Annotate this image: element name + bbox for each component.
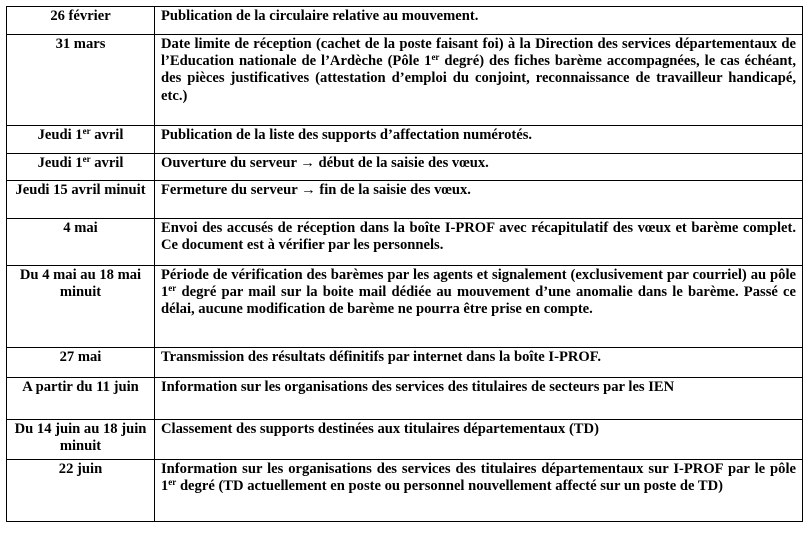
description-cell: Ouverture du serveur → début de la saisie des vœux. [155,154,803,181]
date-cell: Jeudi 1er avril [7,154,155,181]
description-cell: Date limite de réception (cachet de la poste faisant foi) à la Direction des services départementaux de l’Education nationale de l’Ardèche (Pôle 1er degré) des fiches barème accompagnées, le cas échéant, des pièces justificatives (attestation d’emploi du conjoint, reconnaissance de travailleur handicapé, etc.) [155,35,803,126]
table-row [7,378,803,420]
description-cell: Transmission des résultats définitifs par internet dans la boîte I-PROF. [155,348,803,378]
description-cell: Période de vérification des barèmes par les agents et signalement (exclusivement par courriel) au pôle 1er degré par mail sur la boite mail dédiée au mouvement d’une anomalie dans le barème. Passé ce délai, aucune modification de barème ne pourra être prise en compte. [155,266,803,348]
date-cell: Jeudi 15 avril minuit [7,181,155,219]
date-cell: 22 juin [7,460,155,522]
description-cell: Information sur les organisations des services des titulaires de secteurs par les IEN [155,378,803,420]
date-cell: Du 14 juin au 18 juin minuit [7,420,155,460]
description-cell: Envoi des accusés de réception dans la boîte I-PROF avec récapitulatif des vœux et barème complet. Ce document est à vérifier par les personnels. [155,219,803,266]
table-row [7,35,803,126]
schedule-table [6,6,803,522]
date-cell: Du 4 mai au 18 mai minuit [7,266,155,348]
table-row [7,219,803,266]
table-row [7,460,803,522]
date-cell: Jeudi 1er avril [7,126,155,154]
date-cell: 31 mars [7,35,155,126]
table-row [7,181,803,219]
table-row [7,7,803,35]
table-row [7,348,803,378]
table-row [7,266,803,348]
description-cell: Information sur les organisations des services des titulaires départementaux sur I-PROF par le pôle 1er degré (TD actuellement en poste ou personnel nouvellement affecté sur un poste de TD) [155,460,803,522]
date-cell: A partir du 11 juin [7,378,155,420]
description-cell: Fermeture du serveur → fin de la saisie des vœux. [155,181,803,219]
table-row [7,420,803,460]
table-row [7,126,803,154]
date-cell: 4 mai [7,219,155,266]
date-cell: 27 mai [7,348,155,378]
table-row [7,154,803,181]
description-cell: Publication de la liste des supports d’affectation numérotés. [155,126,803,154]
date-cell: 26 février [7,7,155,35]
description-cell: Publication de la circulaire relative au mouvement. [155,7,803,35]
description-cell: Classement des supports destinées aux titulaires départementaux (TD) [155,420,803,460]
